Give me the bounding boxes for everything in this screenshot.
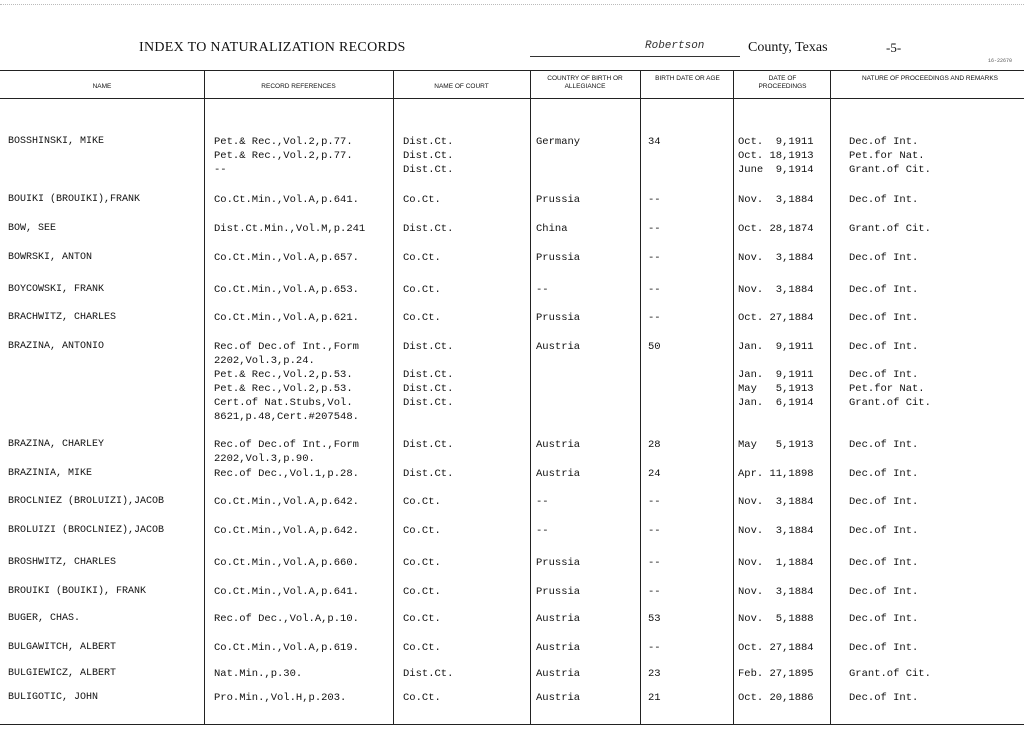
cell-age: -- xyxy=(648,312,661,324)
cell-record-references: Nat.Min.,p.30. xyxy=(214,668,303,680)
cell-date-of-proceedings: Nov. 3,1884 xyxy=(738,284,814,296)
cell-nature-of-proceedings: Dec.of Int. xyxy=(849,468,919,480)
cell-country: Austria xyxy=(536,613,581,625)
cell-age: 34 xyxy=(648,136,661,148)
cell-country: Prussia xyxy=(536,586,581,598)
table-bottom-rule xyxy=(0,724,1024,725)
column-header-birth-date: BIRTH DATE OR AGE xyxy=(655,75,720,82)
county-name: Robertson xyxy=(645,40,705,52)
cell-name: BUGER, CHAS. xyxy=(8,613,81,624)
cell-record-references: Co.Ct.Min.,Vol.A,p.619. xyxy=(214,642,359,654)
page-top-edge xyxy=(0,0,1024,5)
cell-age: -- xyxy=(648,557,661,569)
county-underline xyxy=(530,56,740,57)
cell-country: -- xyxy=(536,496,549,508)
cell-country: -- xyxy=(536,525,549,537)
cell-record-references: Co.Ct.Min.,Vol.A,p.660. xyxy=(214,557,359,569)
column-divider xyxy=(830,70,831,724)
cell-nature-of-proceedings: Dec.of Int. Dec.of Int. Pet.for Nat. Grant.of Cit. xyxy=(849,341,931,409)
cell-court: Co.Ct. xyxy=(403,586,441,598)
cell-country: Prussia xyxy=(536,194,581,206)
column-header-court: NAME OF COURT xyxy=(434,83,489,90)
cell-age: 28 xyxy=(648,439,661,451)
cell-nature-of-proceedings: Dec.of Int. xyxy=(849,284,919,296)
cell-date-of-proceedings: Jan. 9,1911 Jan. 9,1911 May 5,1913 Jan. 6,1914 xyxy=(738,341,814,409)
cell-record-references: Co.Ct.Min.,Vol.A,p.642. xyxy=(214,496,359,508)
cell-court: Dist.Ct. xyxy=(403,223,454,235)
cell-record-references: Co.Ct.Min.,Vol.A,p.657. xyxy=(214,252,359,264)
cell-country: Austria xyxy=(536,341,581,353)
cell-court: Co.Ct. xyxy=(403,525,441,537)
cell-date-of-proceedings: Nov. 1,1884 xyxy=(738,557,814,569)
column-divider xyxy=(530,70,531,724)
cell-court: Co.Ct. xyxy=(403,642,441,654)
cell-age: 53 xyxy=(648,613,661,625)
cell-country: Prussia xyxy=(536,557,581,569)
cell-name: BULGIEWICZ, ALBERT xyxy=(8,668,117,679)
cell-name: BRACHWITZ, CHARLES xyxy=(8,312,117,323)
cell-nature-of-proceedings: Dec.of Int. Pet.for Nat. Grant.of Cit. xyxy=(849,136,931,176)
column-divider xyxy=(393,70,394,724)
column-divider xyxy=(640,70,641,724)
cell-country: Prussia xyxy=(536,312,581,324)
cell-name: BRAZINIA, MIKE xyxy=(8,468,93,479)
cell-country: Austria xyxy=(536,468,581,480)
cell-country: Austria xyxy=(536,692,581,704)
cell-record-references: Dist.Ct.Min.,Vol.M,p.241 xyxy=(214,223,366,235)
column-header-record-references: RECORD REFERENCES xyxy=(261,83,336,90)
page-title: INDEX TO NATURALIZATION RECORDS xyxy=(139,40,406,55)
cell-nature-of-proceedings: Dec.of Int. xyxy=(849,642,919,654)
cell-date-of-proceedings: Nov. 3,1884 xyxy=(738,252,814,264)
cell-court: Dist.Ct. xyxy=(403,468,454,480)
cell-record-references: Pro.Min.,Vol.H,p.203. xyxy=(214,692,347,704)
cell-court: Co.Ct. xyxy=(403,557,441,569)
cell-nature-of-proceedings: Dec.of Int. xyxy=(849,557,919,569)
cell-court: Dist.Ct. Dist.Ct. Dist.Ct. xyxy=(403,136,454,176)
cell-record-references: Co.Ct.Min.,Vol.A,p.642. xyxy=(214,525,359,537)
county-label: County, Texas xyxy=(748,40,828,55)
cell-record-references: Co.Ct.Min.,Vol.A,p.653. xyxy=(214,284,359,296)
cell-date-of-proceedings: Oct. 9,1911 Oct. 18,1913 June 9,1914 xyxy=(738,136,814,176)
cell-record-references: Rec.of Dec.,Vol.1,p.28. xyxy=(214,468,359,480)
cell-name: BULGAWITCH, ALBERT xyxy=(8,642,117,653)
cell-nature-of-proceedings: Dec.of Int. xyxy=(849,586,919,598)
cell-nature-of-proceedings: Dec.of Int. xyxy=(849,692,919,704)
cell-court: Dist.Ct. xyxy=(403,668,454,680)
cell-record-references: Co.Ct.Min.,Vol.A,p.621. xyxy=(214,312,359,324)
cell-nature-of-proceedings: Grant.of Cit. xyxy=(849,223,931,235)
cell-court: Co.Ct. xyxy=(403,496,441,508)
cell-court: Co.Ct. xyxy=(403,613,441,625)
cell-name: BROUIKI (BOUIKI), FRANK xyxy=(8,586,147,597)
cell-age: 23 xyxy=(648,668,661,680)
cell-age: -- xyxy=(648,284,661,296)
cell-record-references: Pet.& Rec.,Vol.2,p.77. Pet.& Rec.,Vol.2,p.77. -- xyxy=(214,136,353,176)
cell-date-of-proceedings: Oct. 27,1884 xyxy=(738,312,814,324)
cell-record-references: Co.Ct.Min.,Vol.A,p.641. xyxy=(214,194,359,206)
cell-nature-of-proceedings: Dec.of Int. xyxy=(849,613,919,625)
cell-date-of-proceedings: Nov. 3,1884 xyxy=(738,586,814,598)
cell-name: BOUIKI (BROUIKI),FRANK xyxy=(8,194,141,205)
cell-court: Co.Ct. xyxy=(403,692,441,704)
cell-name: BULIGOTIC, JOHN xyxy=(8,692,99,703)
cell-date-of-proceedings: Oct. 20,1886 xyxy=(738,692,814,704)
column-header-name: NAME xyxy=(92,83,112,90)
cell-country: Austria xyxy=(536,439,581,451)
column-divider xyxy=(733,70,734,724)
cell-date-of-proceedings: Nov. 3,1884 xyxy=(738,194,814,206)
cell-court: Co.Ct. xyxy=(403,312,441,324)
cell-name: BROSHWITZ, CHARLES xyxy=(8,557,117,568)
cell-court: Co.Ct. xyxy=(403,252,441,264)
cell-nature-of-proceedings: Grant.of Cit. xyxy=(849,668,931,680)
cell-country: Germany xyxy=(536,136,581,148)
table-top-rule xyxy=(0,70,1024,71)
cell-age: 21 xyxy=(648,692,661,704)
column-header-country: COUNTRY OF BIRTH OR ALLEGIANCE xyxy=(547,75,623,90)
cell-country: Prussia xyxy=(536,252,581,264)
cell-court: Dist.Ct. xyxy=(403,439,454,451)
cell-age: -- xyxy=(648,252,661,264)
cell-date-of-proceedings: May 5,1913 xyxy=(738,439,814,451)
cell-age: 24 xyxy=(648,468,661,480)
header-bottom-rule xyxy=(0,98,1024,99)
cell-nature-of-proceedings: Dec.of Int. xyxy=(849,194,919,206)
cell-name: BRAZINA, ANTONIO xyxy=(8,341,105,352)
cell-age: -- xyxy=(648,496,661,508)
cell-record-references: Rec.of Dec.,Vol.A,p.10. xyxy=(214,613,359,625)
cell-nature-of-proceedings: Dec.of Int. xyxy=(849,312,919,324)
column-header-date-of-proceedings: DATE OF PROCEEDINGS xyxy=(758,75,807,90)
cell-date-of-proceedings: Feb. 27,1895 xyxy=(738,668,814,680)
cell-country: Austria xyxy=(536,668,581,680)
cell-date-of-proceedings: Oct. 28,1874 xyxy=(738,223,814,235)
cell-court: Co.Ct. xyxy=(403,284,441,296)
cell-date-of-proceedings: Apr. 11,1898 xyxy=(738,468,814,480)
cell-court: Co.Ct. xyxy=(403,194,441,206)
cell-age: -- xyxy=(648,223,661,235)
cell-nature-of-proceedings: Dec.of Int. xyxy=(849,252,919,264)
cell-record-references: Co.Ct.Min.,Vol.A,p.641. xyxy=(214,586,359,598)
form-number: 16-22670 xyxy=(988,58,1013,64)
cell-nature-of-proceedings: Dec.of Int. xyxy=(849,496,919,508)
cell-name: BROCLNIEZ (BROLUIZI),JACOB xyxy=(8,496,165,507)
cell-name: BOSSHINSKI, MIKE xyxy=(8,136,105,147)
cell-age: -- xyxy=(648,586,661,598)
cell-age: -- xyxy=(648,525,661,537)
cell-date-of-proceedings: Nov. 3,1884 xyxy=(738,525,814,537)
cell-name: BOW, SEE xyxy=(8,223,57,234)
cell-name: BOWRSKI, ANTON xyxy=(8,252,93,263)
cell-country: China xyxy=(536,223,568,235)
cell-name: BROLUIZI (BROCLNIEZ),JACOB xyxy=(8,525,165,536)
cell-age: -- xyxy=(648,642,661,654)
cell-court: Dist.Ct. Dist.Ct. Dist.Ct. Dist.Ct. xyxy=(403,341,454,409)
cell-date-of-proceedings: Oct. 27,1884 xyxy=(738,642,814,654)
cell-name: BRAZINA, CHARLEY xyxy=(8,439,105,450)
cell-age: -- xyxy=(648,194,661,206)
cell-record-references: Rec.of Dec.of Int.,Form 2202,Vol.3,p.90. xyxy=(214,439,359,465)
page-number: -5- xyxy=(886,40,902,55)
cell-name: BOYCOWSKI, FRANK xyxy=(8,284,105,295)
cell-country: Austria xyxy=(536,642,581,654)
cell-age: 50 xyxy=(648,341,661,353)
cell-nature-of-proceedings: Dec.of Int. xyxy=(849,439,919,451)
cell-country: -- xyxy=(536,284,549,296)
cell-record-references: Rec.of Dec.of Int.,Form 2202,Vol.3,p.24. Pet.& Rec.,Vol.2,p.53. Pet.& Rec.,Vol.2,p.53. Cert.of Nat.Stubs,Vol. 8621,p.48,Cert.#207548. xyxy=(214,341,359,423)
cell-date-of-proceedings: Nov. 3,1884 xyxy=(738,496,814,508)
cell-nature-of-proceedings: Dec.of Int. xyxy=(849,525,919,537)
column-header-nature: NATURE OF PROCEEDINGS AND REMARKS xyxy=(861,75,999,82)
column-divider xyxy=(204,70,205,724)
cell-date-of-proceedings: Nov. 5,1888 xyxy=(738,613,814,625)
